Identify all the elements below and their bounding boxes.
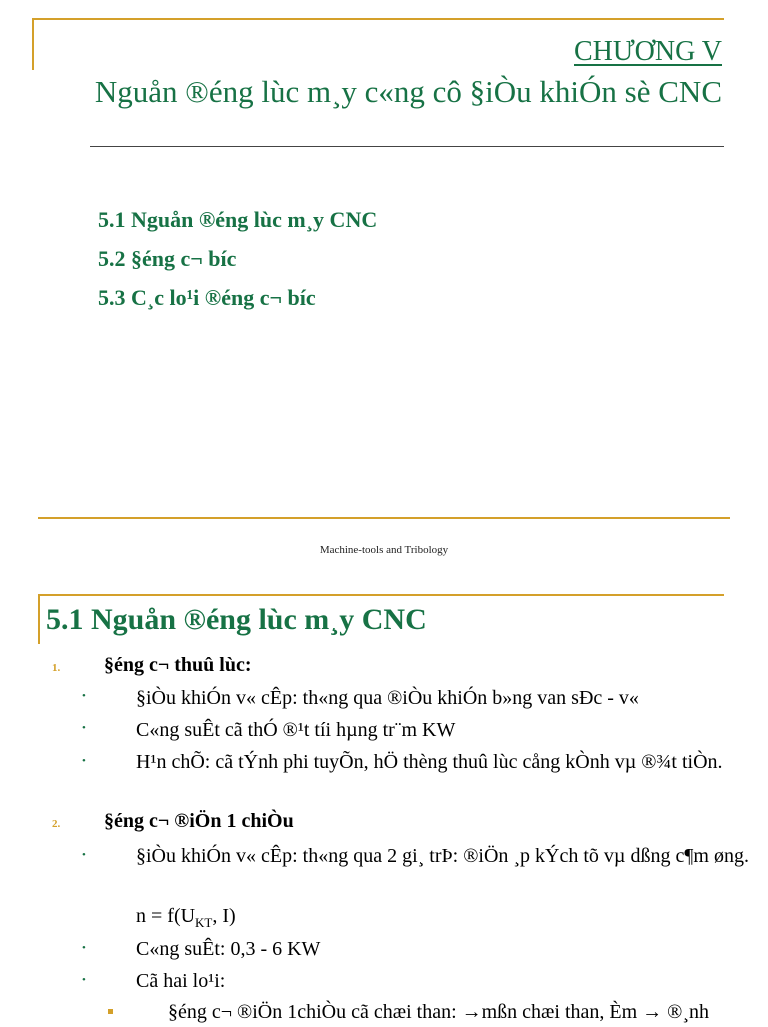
table-of-contents (98, 200, 377, 317)
list-item: C«ng suÊt: 0,3 - 6 KW (136, 938, 321, 960)
toc-item: 5.3 C¸c lo¹i ®éng c¬ bíc (98, 285, 316, 310)
list-item: C«ng suÊt cã thÓ ®¹t tíi hµng tr¨m KW (136, 719, 456, 741)
formula-suffix: , I) (212, 905, 236, 927)
list-heading: §éng c¬ ®iÖn 1 chiÒu (104, 810, 294, 832)
title-divider (90, 146, 724, 147)
list-item: H¹n chÕ: cã tÝnh phi tuyÕn, hÖ thèng thuû lùc cång kÒnh vµ ®¾t tiÒn. (136, 751, 723, 773)
bullet-icon: • (82, 690, 86, 702)
slide1-accent-vertical-line (32, 18, 34, 70)
formula-prefix: n = f(U (136, 905, 196, 927)
list-heading: §éng c¬ thuû lùc: (104, 654, 252, 676)
bullet-icon: • (82, 942, 86, 954)
formula-subscript: KT (195, 915, 213, 930)
list-item: §iÒu khiÓn v« cÊp: th«ng qua ®iÒu khiÓn b»ng van sÐc - v« (136, 687, 639, 709)
slide-footer: Machine-tools and Tribology (319, 544, 449, 556)
sub-bullet-icon (108, 1009, 113, 1014)
section-title: 5.1 Nguån ®éng lùc m¸y CNC (46, 603, 427, 636)
bullet-icon: • (82, 849, 86, 861)
toc-item: 5.2 §éng c¬ bíc (98, 246, 237, 271)
bullet-icon: • (82, 974, 86, 986)
sub-list-item: §éng c¬ ®iÖn 1chiÒu cã chæi than: →mßn chæi than, Èm → ®¸nh (168, 1001, 710, 1023)
list-item: §iÒu khiÓn v« cÊp: th«ng qua 2 gi¸ trÞ: ®iÖn ¸p kÝch tõ vµ dßng c¶m øng. (136, 845, 749, 867)
chapter-subtitle: Nguån ®éng lùc m¸y c«ng cô §iÒu khiÓn sè CNC (94, 74, 722, 109)
formula (136, 902, 236, 937)
list-number: 1. (52, 662, 61, 674)
bullet-icon: • (82, 722, 86, 734)
list-item: Cã hai lo¹i: (136, 970, 226, 992)
slide1-bottom-divider (38, 517, 730, 519)
bullet-icon: • (82, 755, 86, 767)
slide2-accent-vertical-line (38, 594, 40, 644)
slide2-accent-top-line (38, 594, 724, 596)
toc-item: 5.1 Nguån ®éng lùc m¸y CNC (98, 207, 378, 232)
slide1-accent-top-line (32, 18, 724, 20)
list-number: 2. (52, 818, 61, 830)
chapter-title: CHƯƠNG V (574, 36, 722, 67)
